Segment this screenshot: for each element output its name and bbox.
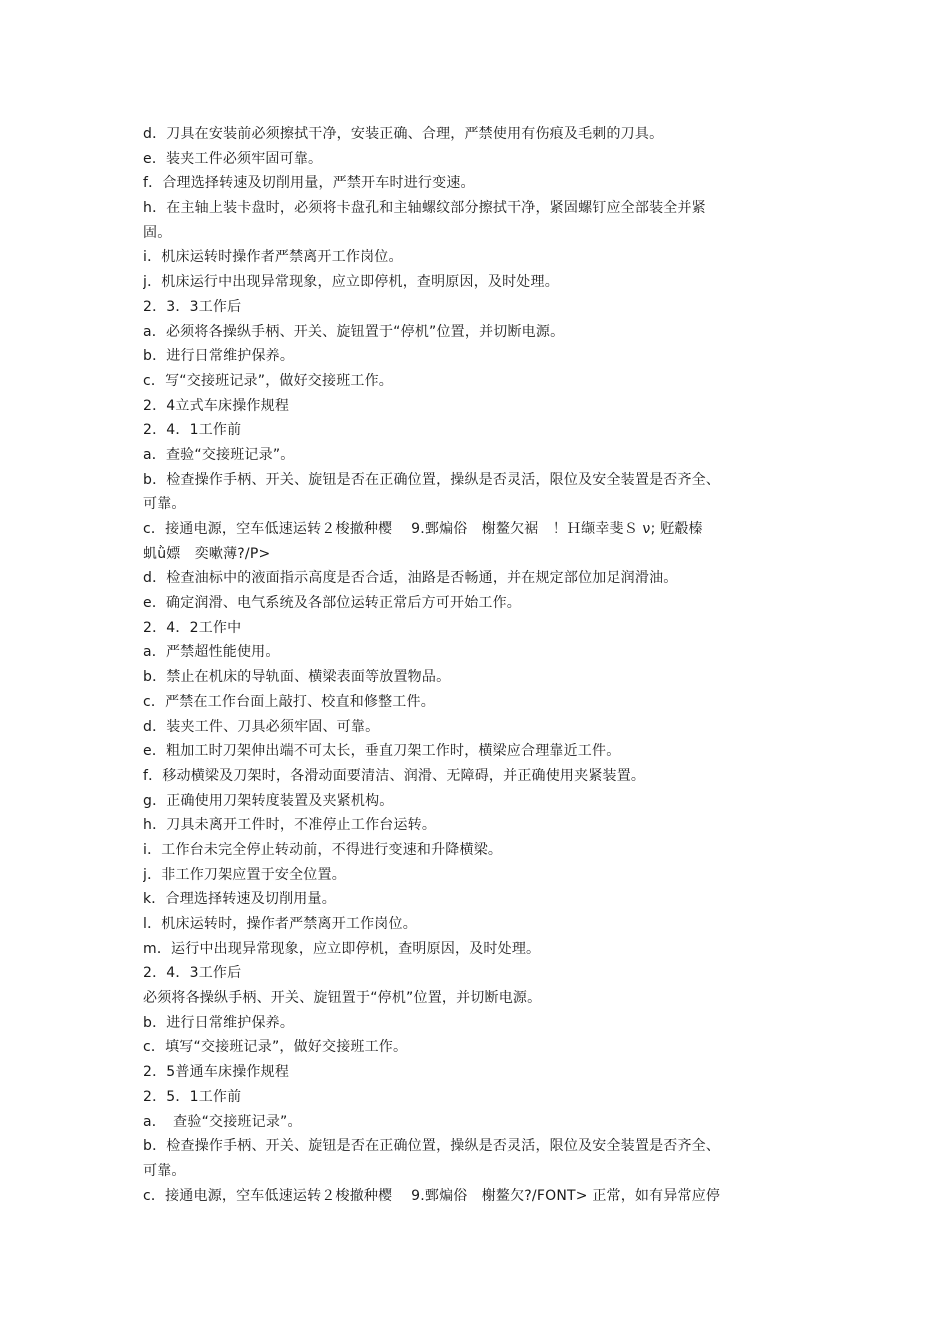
text-line: a．必须将各操纵手柄、开关、旋钮置于“停机”位置，并切断电源。	[143, 323, 565, 340]
text-line: c．写“交接班记录”，做好交接班工作。	[143, 372, 394, 389]
text-line: f．移动横梁及刀架时，各滑动面要清洁、润滑、无障碍，并正确使用夹紧装置。	[143, 767, 646, 784]
text-line: j．机床运行中出现异常现象，应立即停机，查明原因，及时处理。	[143, 274, 559, 291]
text-line: 固。	[143, 224, 172, 241]
text-line: 可靠。	[143, 496, 186, 513]
text-line: c．接通电源，空车低速运转２梭撤种樱 9.鄄煸俗 榭鳌欠裾 ！Ｈ缬幸斐Ｓ ν; 觃觳榛	[143, 521, 703, 537]
text-line: m．运行中出现异常现象，应立即停机，查明原因，及时处理。	[143, 940, 541, 957]
text-line: e．粗加工时刀架伸出端不可太长，垂直刀架工作时，横梁应合理靠近工件。	[143, 743, 621, 760]
section-heading: 2．5．1工作前	[143, 1088, 242, 1105]
document-body	[143, 122, 823, 1208]
text-line: 可靠。	[143, 1162, 186, 1179]
text-line: a． 查验“交接班记录”。	[143, 1113, 302, 1130]
text-line: 必须将各操纵手柄、开关、旋钮置于“停机”位置，并切断电源。	[143, 990, 542, 1007]
text-line: 虮ǜ嫖 奕嗽薄?/P>	[143, 545, 271, 562]
text-line: e．确定润滑、电气系统及各部位运转正常后方可开始工作。	[143, 595, 522, 612]
section-heading: 2．5普通车床操作规程	[143, 1064, 290, 1081]
section-heading: 2．4．3工作后	[143, 965, 242, 982]
text-line: b．进行日常维护保养。	[143, 348, 295, 365]
text-line: c．接通电源，空车低速运转２梭撤种樱 9.鄄煸俗 榭鳌欠?/FONT> 正常，如有异常应停	[143, 1187, 721, 1204]
text-line: e．装夹工件必须牢固可靠。	[143, 150, 323, 167]
text-line: d．刀具在安装前必须擦拭干净，安装正确、合理，严禁使用有伤痕及毛刺的刀具。	[143, 126, 664, 142]
text-line: f．合理选择转速及切削用量，严禁开车时进行变速。	[143, 175, 475, 192]
section-heading: 2．4．1工作前	[143, 422, 242, 439]
text-line: b．检查操作手柄、开关、旋钮是否在正确位置，操纵是否灵活，限位及安全装置是否齐全、	[143, 471, 721, 488]
text-line: i．工作台未完全停止转动前，不得进行变速和升降横梁。	[143, 841, 503, 858]
text-line: c．严禁在工作台面上敲打、校直和修整工件。	[143, 693, 435, 710]
text-line: b．检查操作手柄、开关、旋钮是否在正确位置，操纵是否灵活，限位及安全装置是否齐全、	[143, 1138, 721, 1155]
text-line: l．机床运转时，操作者严禁离开工作岗位。	[143, 916, 417, 932]
text-line: c．填写“交接班记录”，做好交接班工作。	[143, 1039, 408, 1056]
text-line: j．非工作刀架应置于安全位置。	[143, 866, 346, 883]
section-heading: 2．3．3工作后	[143, 298, 242, 315]
text-line: d．检查油标中的液面指示高度是否合适，油路是否畅通，并在规定部位加足润滑油。	[143, 570, 678, 587]
section-heading: 2．4．2工作中	[143, 619, 242, 636]
text-line: b．禁止在机床的导轨面、横梁表面等放置物品。	[143, 669, 451, 686]
text-line: i．机床运转时操作者严禁离开工作岗位。	[143, 249, 403, 266]
text-line: h．刀具未离开工件时，不准停止工作台运转。	[143, 817, 437, 834]
text-line: d．装夹工件、刀具必须牢固、可靠。	[143, 718, 380, 735]
text-line: a．严禁超性能使用。	[143, 644, 280, 661]
text-line: k．合理选择转速及切削用量。	[143, 891, 336, 908]
section-heading: 2．4立式车床操作规程	[143, 397, 290, 414]
text-line: g．正确使用刀架转度装置及夹紧机构。	[143, 792, 394, 809]
text-line: a．查验“交接班记录”。	[143, 446, 295, 463]
text-line: h．在主轴上装卡盘时，必须将卡盘孔和主轴螺纹部分擦拭干净，紧固螺钉应全部装全并紧	[143, 200, 706, 217]
text-line: b．进行日常维护保养。	[143, 1014, 295, 1031]
